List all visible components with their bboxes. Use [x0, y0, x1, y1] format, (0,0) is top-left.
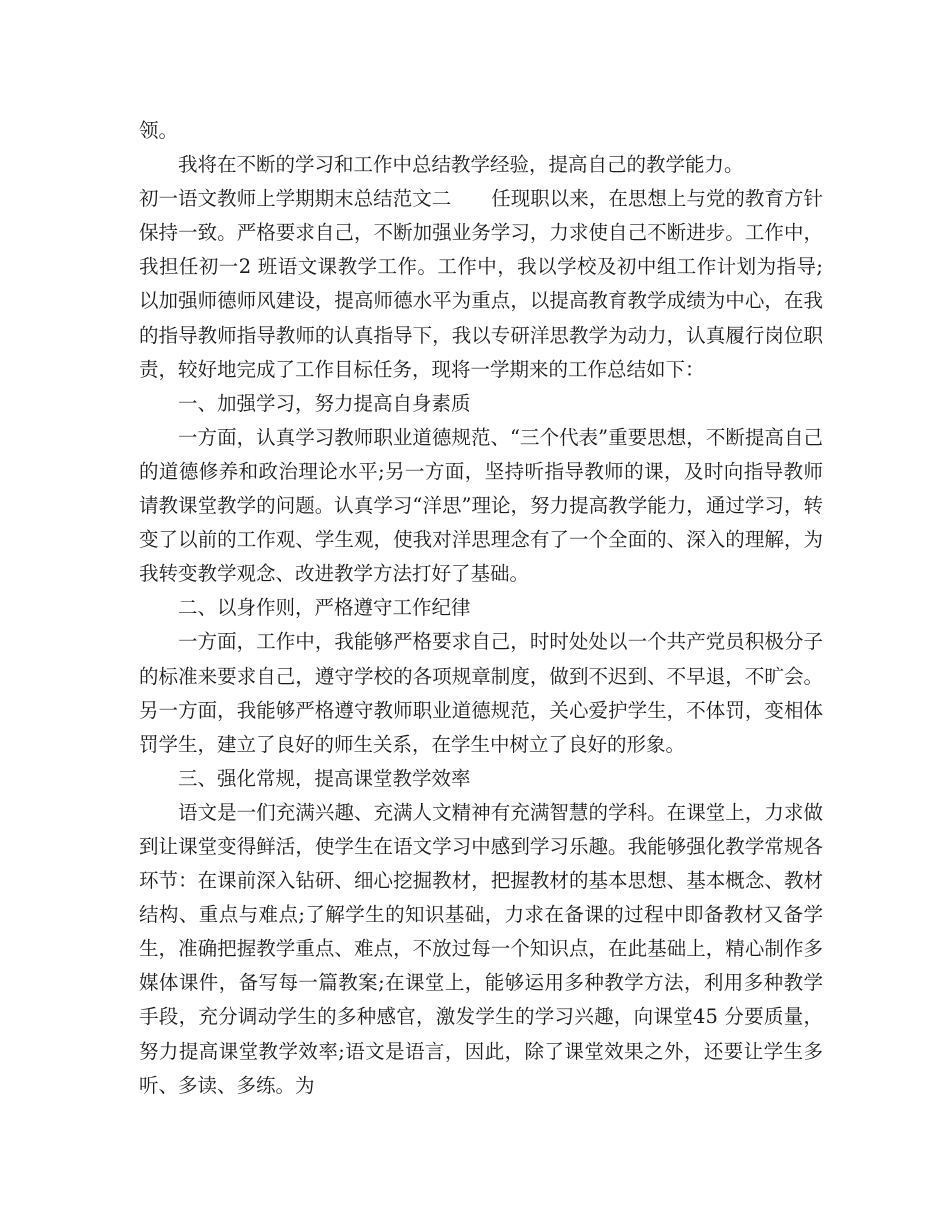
paragraph-discipline: 一方面，工作中，我能够严格要求自己，时时处处以一个共产党员积极分子的标准来要求自己，遵守学校的各项规章制度，做到不迟到、不早退，不旷会。另一方面，我能够严格遵守教师职业道德规范，关心爱护学生，不体罚，变相体罚学生，建立了良好的师生关系，在学生中树立了良好的形象。 — [139, 630, 823, 756]
intro-text: 任现职以来，在思想上与党的教育方针保持一致。严格要求自己，不断加强业务学习，力求使自己不断进步。工作中，我担任初一2 班语文课教学工作。工作中，我以学校及初中组工作计划为指导;以加强师德师风建设，提高师德水平为重点，以提高教育教学成绩为中心，在我的指导教师指导教师的认真指导下，我以专研洋思教学为动力，认真履行岗位职责，较好地完成了工作目标任务，现将一学期来的工作总结如下： — [139, 187, 823, 381]
document-body — [139, 114, 823, 1103]
section-title: 初一语文教师上学期期末总结范文二 — [139, 187, 452, 211]
heading-three: 三、强化常规，提高课堂教学效率 — [178, 766, 471, 790]
paragraph-continuation: 领。 — [139, 119, 179, 142]
heading-two: 二、以身作则，严格遵守工作纪律 — [178, 596, 471, 620]
paragraph-classroom: 语文是一们充满兴趣、充满人文精神有充满智慧的学科。在课堂上，力求做到让课堂变得鲜活，使学生在语文学习中感到学习乐趣。我能够强化教学常规各环节：在课前深入钻研、细心挖掘教材，把握教材的基本思想、基本概念、教材结构、重点与难点;了解学生的知识基础，力求在备课的过程中即备教材又备学生，准确把握教学重点、难点，不放过每一个知识点，在此基础上，精心制作多媒体课件，备写每一篇教案;在课堂上，能够运用多种教学方法，利用多种教学手段，充分调动学生的多种感官，激发学生的学习兴趣，向课堂45 分要质量，努力提高课堂教学效率;语文是语言，因此，除了课堂效果之外，还要让学生多听、多读、多练。为 — [139, 800, 823, 1097]
paragraph-closing: 我将在不断的学习和工作中总结教学经验，提高自己的教学能力。 — [178, 153, 744, 177]
paragraph-study: 一方面，认真学习教师职业道德规范、“三个代表”重要思想，不断提高自己的道德修养和政治理论水平;另一方面，坚持听指导教师的课，及时向指导教师请教课堂教学的问题。认真学习“洋思”理论，努力提高教学能力，通过学习，转变了以前的工作观、学生观，使我对洋思理念有了一个全面的、深入的理解，为我转变教学观念、改进教学方法打好了基础。 — [139, 425, 823, 586]
heading-one: 一、加强学习，努力提高自身素质 — [178, 391, 471, 415]
paragraph-intro — [139, 182, 823, 387]
